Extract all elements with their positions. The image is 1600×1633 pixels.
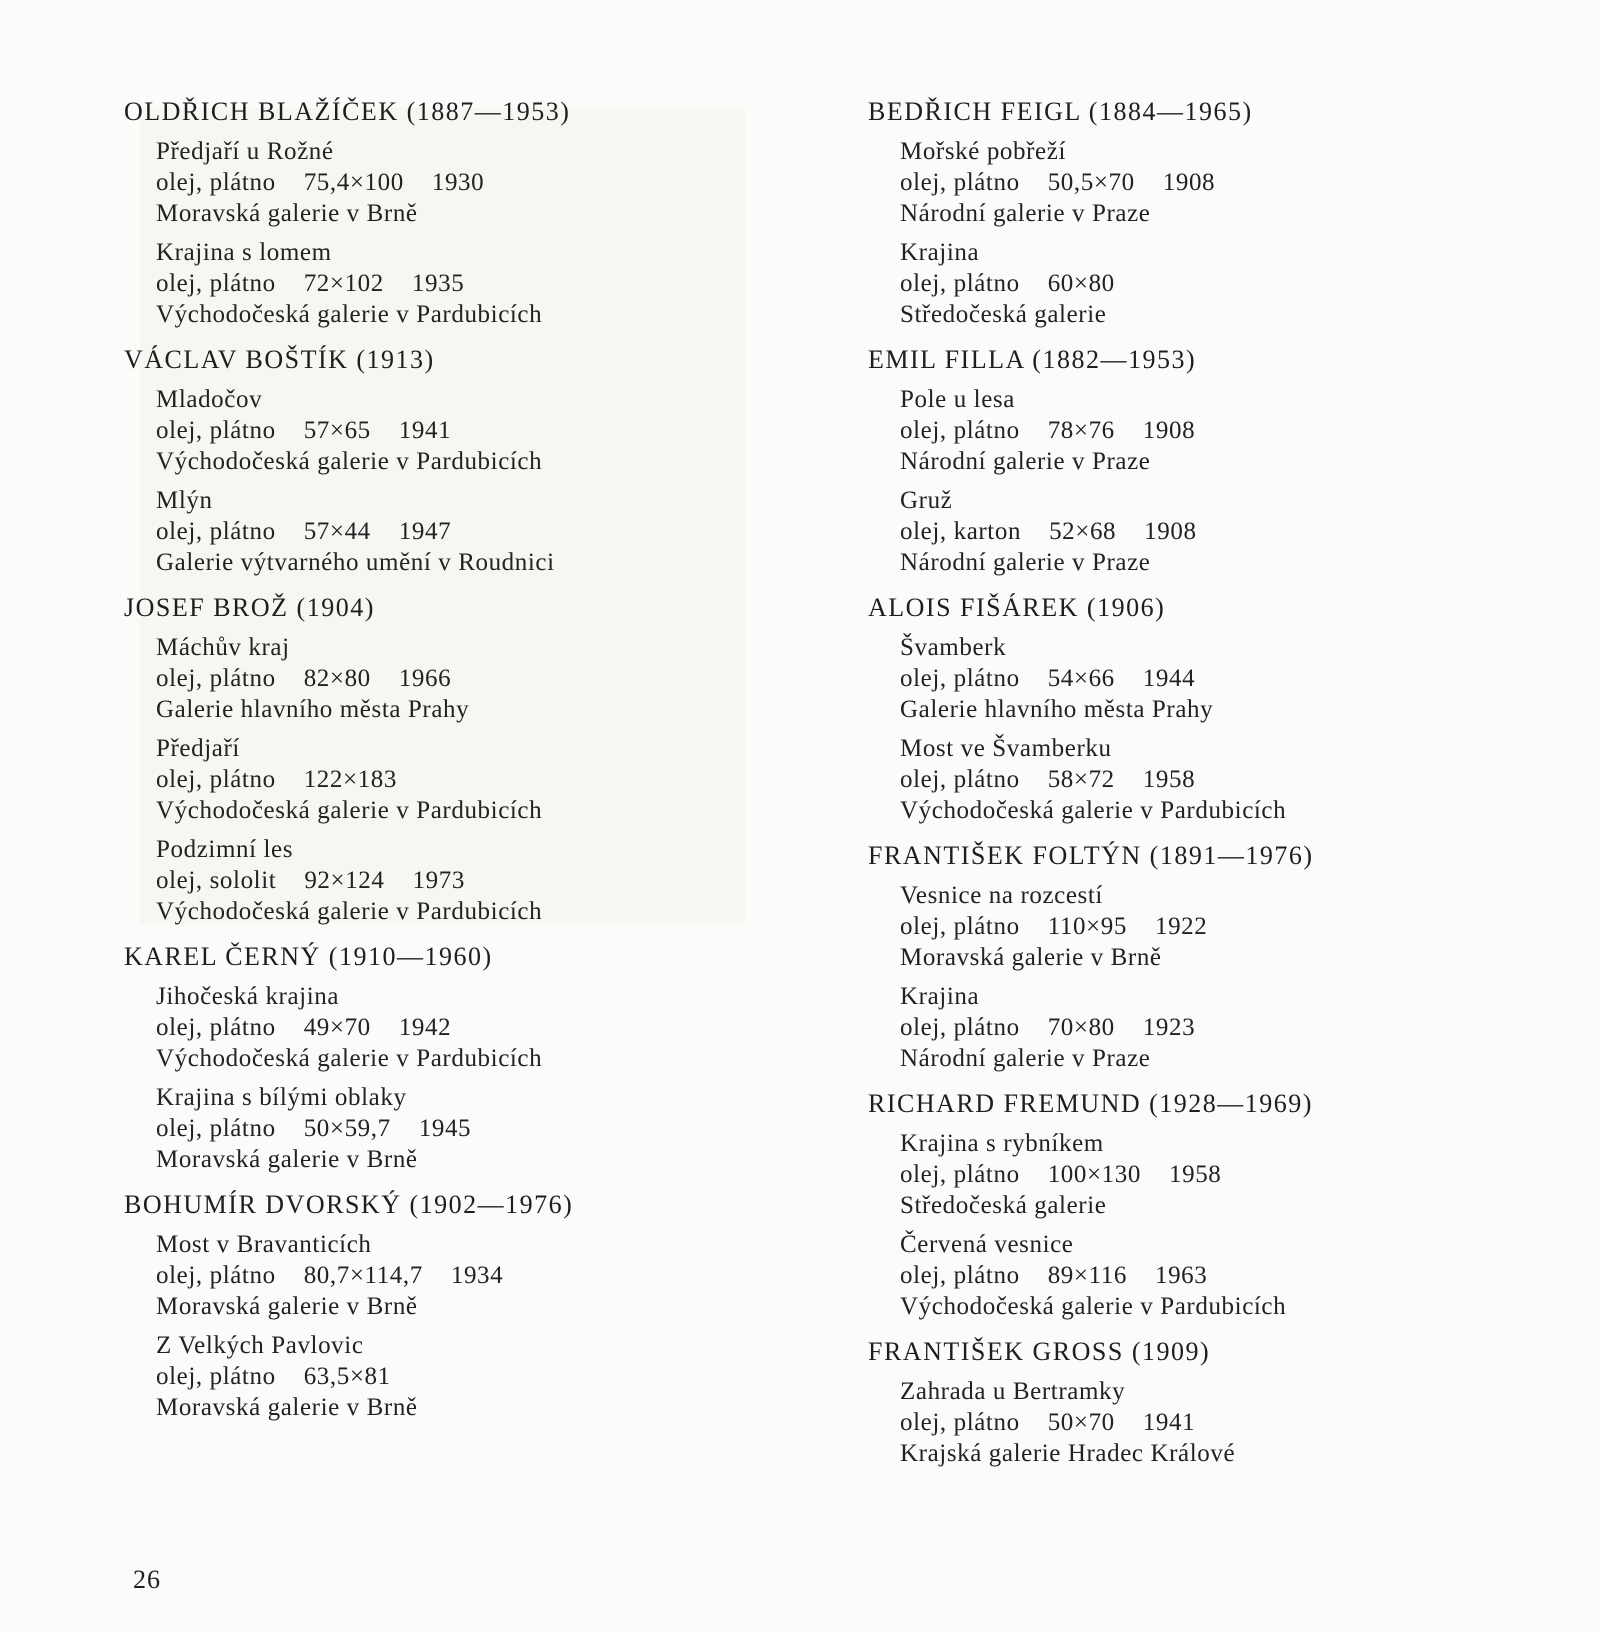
artwork-details (156, 415, 764, 446)
artwork-entry (156, 1229, 764, 1322)
artwork-collection: Východočeská galerie v Pardubicích (900, 1293, 1287, 1320)
artwork-collection: Národní galerie v Praze (900, 448, 1151, 475)
artwork-title: Švamberk (900, 634, 1007, 661)
artwork-collection: Moravská galerie v Brně (156, 1293, 418, 1320)
artist-entry (124, 941, 764, 1175)
artwork-size: 50×59,7 (303, 1115, 391, 1142)
artwork-year: 1958 (1142, 766, 1196, 793)
artwork-details (900, 663, 1508, 694)
artwork-details (900, 415, 1508, 446)
artwork-medium: olej, plátno (900, 169, 1020, 196)
artwork-title: Most v Bravanticích (156, 1231, 372, 1258)
artwork-details (156, 516, 764, 547)
artwork-details (156, 1113, 764, 1144)
artwork-collection: Galerie hlavního města Prahy (156, 696, 470, 723)
left-column (124, 96, 764, 1437)
artist-heading: EMIL FILLA (1882—1953) (868, 345, 1197, 374)
artist-heading: FRANTIŠEK FOLTÝN (1891—1976) (868, 841, 1314, 870)
artist-entry (124, 344, 764, 578)
artwork-year: 1942 (398, 1014, 452, 1041)
artwork-title: Krajina s bílými oblaky (156, 1084, 407, 1111)
artwork-collection: Středočeská galerie (900, 1192, 1107, 1219)
artwork-medium: olej, plátno (156, 665, 276, 692)
artwork-details (900, 911, 1508, 942)
artwork-details (156, 1260, 764, 1291)
artwork-size: 89×116 (1047, 1262, 1127, 1289)
artwork-medium: olej, plátno (900, 270, 1020, 297)
artwork-details (900, 1012, 1508, 1043)
artwork-medium: olej, plátno (156, 518, 276, 545)
artwork-collection: Moravská galerie v Brně (156, 200, 418, 227)
artwork-medium: olej, plátno (156, 1363, 276, 1390)
artist-heading: FRANTIŠEK GROSS (1909) (868, 1337, 1211, 1366)
artwork-details (900, 268, 1508, 299)
artwork-size: 82×80 (303, 665, 371, 692)
artwork-medium: olej, plátno (156, 169, 276, 196)
artwork-year: 1941 (1142, 1409, 1196, 1436)
artwork-entry (156, 237, 764, 330)
artwork-collection: Východočeská galerie v Pardubicích (900, 797, 1287, 824)
artwork-medium: olej, plátno (900, 1409, 1020, 1436)
artwork-year: 1947 (398, 518, 452, 545)
artwork-entry (156, 733, 764, 826)
artwork-year: 1963 (1154, 1262, 1208, 1289)
artwork-collection: Východočeská galerie v Pardubicích (156, 448, 543, 475)
artwork-title: Předjaří (156, 735, 240, 762)
artwork-title: Zahrada u Bertramky (900, 1378, 1126, 1405)
artwork-title: Gruž (900, 487, 953, 514)
artist-entry (868, 592, 1508, 826)
artwork-details (900, 167, 1508, 198)
artist-entry (124, 592, 764, 927)
artwork-medium: olej, plátno (900, 913, 1020, 940)
artwork-entry (900, 632, 1508, 725)
artwork-entry (156, 1082, 764, 1175)
artwork-title: Z Velkých Pavlovic (156, 1332, 364, 1359)
artwork-medium: olej, plátno (156, 270, 276, 297)
artwork-year: 1941 (398, 417, 452, 444)
artwork-details (900, 1260, 1508, 1291)
artwork-details (156, 663, 764, 694)
artwork-size: 75,4×100 (303, 169, 404, 196)
artist-heading: VÁCLAV BOŠTÍK (1913) (124, 345, 435, 374)
artwork-title: Krajina (900, 239, 980, 266)
artwork-year: 1958 (1169, 1161, 1222, 1188)
artwork-entry (900, 237, 1508, 330)
artwork-entry (900, 880, 1508, 973)
artwork-year: 1935 (411, 270, 465, 297)
artwork-medium: olej, plátno (156, 1262, 276, 1289)
artwork-medium: olej, plátno (156, 766, 276, 793)
artist-heading: ALOIS FIŠÁREK (1906) (868, 593, 1166, 622)
artwork-medium: olej, plátno (900, 766, 1020, 793)
artwork-year: 1908 (1142, 417, 1196, 444)
artwork-collection: Krajská galerie Hradec Králové (900, 1440, 1236, 1467)
artwork-size: 50,5×70 (1047, 169, 1135, 196)
artwork-entry (900, 384, 1508, 477)
artwork-collection: Moravská galerie v Brně (156, 1394, 418, 1421)
artwork-size: 52×68 (1049, 518, 1117, 545)
artwork-medium: olej, plátno (156, 417, 276, 444)
artwork-title: Podzimní les (156, 836, 294, 863)
artwork-entry (900, 1376, 1508, 1469)
artwork-details (156, 268, 764, 299)
artwork-details (156, 764, 764, 795)
artwork-year: 1944 (1142, 665, 1196, 692)
artwork-collection: Národní galerie v Praze (900, 1045, 1151, 1072)
artwork-collection: Východočeská galerie v Pardubicích (156, 797, 543, 824)
artwork-year: 1922 (1154, 913, 1208, 940)
artwork-entry (900, 981, 1508, 1074)
artwork-collection: Galerie výtvarného umění v Roudnici (156, 549, 555, 576)
artwork-entry (156, 632, 764, 725)
artwork-medium: olej, plátno (900, 665, 1020, 692)
artwork-medium: olej, karton (900, 518, 1022, 545)
artwork-title: Mořské pobřeží (900, 138, 1066, 165)
artist-heading: BEDŘICH FEIGL (1884—1965) (868, 97, 1253, 126)
artwork-entry (900, 733, 1508, 826)
artwork-collection: Moravská galerie v Brně (900, 944, 1162, 971)
artwork-collection: Moravská galerie v Brně (156, 1146, 418, 1173)
artwork-title: Krajina s rybníkem (900, 1130, 1104, 1157)
artwork-entry (156, 485, 764, 578)
artwork-entry (900, 136, 1508, 229)
artwork-year: 1923 (1142, 1014, 1196, 1041)
artist-heading: OLDŘICH BLAŽÍČEK (1887—1953) (124, 97, 571, 126)
artwork-title: Krajina (900, 983, 980, 1010)
artwork-size: 70×80 (1047, 1014, 1115, 1041)
artist-entry (868, 1336, 1508, 1469)
artwork-medium: olej, plátno (900, 1014, 1020, 1041)
artwork-entry (900, 1229, 1508, 1322)
artwork-entry (156, 1330, 764, 1423)
artwork-entry (156, 136, 764, 229)
artwork-entry (900, 485, 1508, 578)
artist-heading: JOSEF BROŽ (1904) (124, 593, 375, 622)
artwork-collection: Východočeská galerie v Pardubicích (156, 1045, 543, 1072)
artwork-year: 1966 (398, 665, 452, 692)
artist-entry (868, 96, 1508, 330)
artwork-details (900, 1159, 1508, 1190)
artwork-details (156, 1361, 764, 1392)
artwork-title: Jihočeská krajina (156, 983, 340, 1010)
artwork-details (900, 1407, 1508, 1438)
artist-heading: RICHARD FREMUND (1928—1969) (868, 1089, 1313, 1118)
artwork-size: 50×70 (1047, 1409, 1115, 1436)
artwork-details (156, 167, 764, 198)
artwork-collection: Národní galerie v Praze (900, 549, 1151, 576)
artwork-size: 122×183 (303, 766, 397, 793)
artist-entry (868, 1088, 1508, 1322)
artwork-medium: olej, plátno (900, 1161, 1020, 1188)
artwork-title: Most ve Švamberku (900, 735, 1112, 762)
artwork-year: 1934 (450, 1262, 504, 1289)
artwork-size: 72×102 (303, 270, 384, 297)
artwork-size: 63,5×81 (303, 1363, 391, 1390)
artwork-size: 80,7×114,7 (303, 1262, 423, 1289)
artwork-year: 1930 (431, 169, 485, 196)
artwork-details (156, 865, 764, 896)
artwork-medium: olej, plátno (900, 1262, 1020, 1289)
artwork-details (156, 1012, 764, 1043)
artwork-year: 1908 (1144, 518, 1197, 545)
artwork-size: 78×76 (1047, 417, 1115, 444)
artwork-title: Předjaří u Rožné (156, 138, 334, 165)
artwork-year: 1945 (418, 1115, 472, 1142)
artwork-medium: olej, plátno (156, 1014, 276, 1041)
artwork-size: 57×44 (303, 518, 371, 545)
page-number: 26 (133, 1565, 161, 1594)
artwork-title: Krajina s lomem (156, 239, 332, 266)
artwork-size: 54×66 (1047, 665, 1115, 692)
artwork-year: 1908 (1162, 169, 1216, 196)
artwork-collection: Východočeská galerie v Pardubicích (156, 898, 543, 925)
right-column (868, 96, 1508, 1483)
artwork-collection: Středočeská galerie (900, 301, 1107, 328)
artist-entry (868, 344, 1508, 578)
artwork-collection: Východočeská galerie v Pardubicích (156, 301, 543, 328)
artwork-collection: Národní galerie v Praze (900, 200, 1151, 227)
artwork-entry (156, 981, 764, 1074)
artist-heading: BOHUMÍR DVORSKÝ (1902—1976) (124, 1190, 574, 1219)
artwork-entry (900, 1128, 1508, 1221)
artwork-title: Mladočov (156, 386, 263, 413)
artwork-size: 110×95 (1047, 913, 1127, 940)
artwork-title: Vesnice na rozcestí (900, 882, 1103, 909)
artwork-collection: Galerie hlavního města Prahy (900, 696, 1214, 723)
artwork-size: 60×80 (1047, 270, 1115, 297)
artwork-medium: olej, plátno (156, 1115, 276, 1142)
artist-entry (124, 96, 764, 330)
artwork-size: 57×65 (303, 417, 371, 444)
artwork-year: 1973 (412, 867, 465, 894)
artwork-size: 58×72 (1047, 766, 1115, 793)
artwork-entry (156, 384, 764, 477)
artwork-entry (156, 834, 764, 927)
artwork-medium: olej, sololit (156, 867, 277, 894)
artwork-title: Pole u lesa (900, 386, 1015, 413)
artist-entry (868, 840, 1508, 1074)
artwork-size: 100×130 (1047, 1161, 1141, 1188)
artist-heading: KAREL ČERNÝ (1910—1960) (124, 942, 493, 971)
artwork-title: Mlýn (156, 487, 213, 514)
artwork-title: Červená vesnice (900, 1231, 1074, 1258)
artwork-size: 49×70 (303, 1014, 371, 1041)
artist-entry (124, 1189, 764, 1423)
artwork-size: 92×124 (304, 867, 385, 894)
artwork-medium: olej, plátno (900, 417, 1020, 444)
artwork-details (900, 516, 1508, 547)
artwork-details (900, 764, 1508, 795)
artwork-title: Máchův kraj (156, 634, 290, 661)
